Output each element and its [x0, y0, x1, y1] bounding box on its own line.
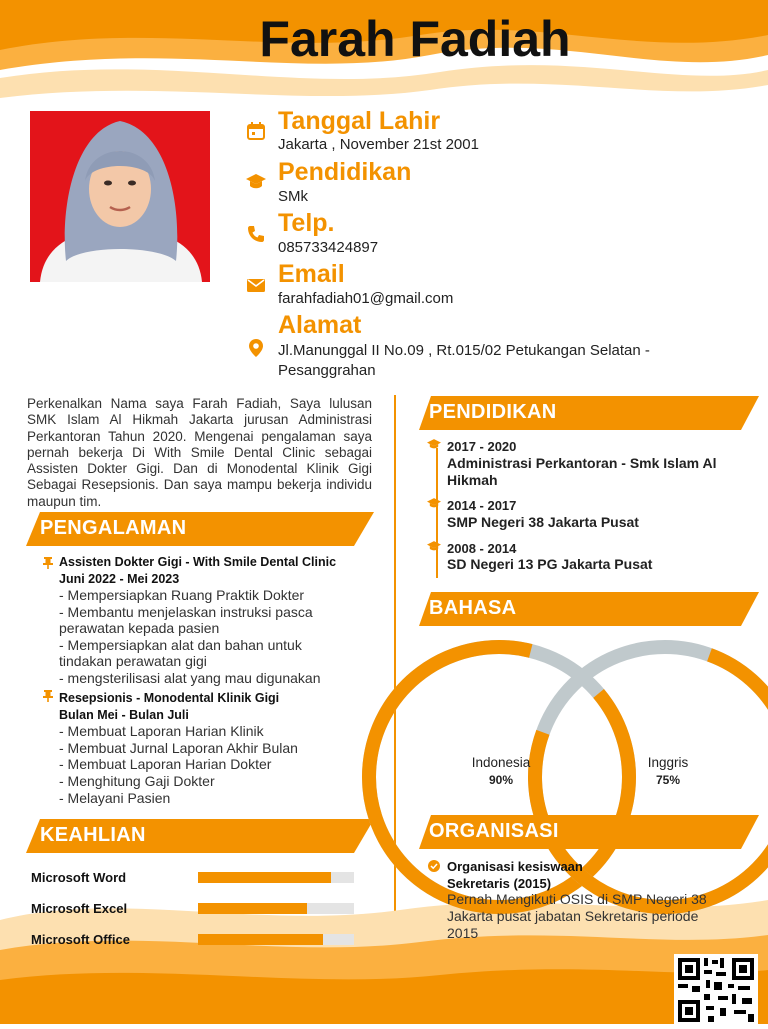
education-years: 2017 - 2020	[447, 439, 517, 454]
graduation-cap-icon	[427, 439, 441, 449]
graduation-cap-icon	[427, 498, 441, 508]
phone-value: 085733424897	[278, 239, 379, 256]
name-title: Farah Fadiah	[259, 11, 571, 67]
language-banner	[419, 592, 759, 626]
skill-bar	[198, 934, 354, 945]
education-school: SMP Negeri 38 Jakarta Pusat	[447, 514, 639, 530]
graduation-cap-icon	[246, 171, 266, 191]
phone-heading: Telp.	[278, 209, 335, 237]
job-2-title: Resepsionis - Monodental Klinik Gigi	[59, 691, 280, 705]
organization-description: Pernah Mengikuti OSIS di SMP Negeri 38	[447, 891, 707, 907]
organization-role: Sekretaris (2015)	[447, 876, 552, 891]
email-heading: Email	[278, 260, 345, 288]
graduation-cap-icon	[427, 541, 441, 551]
education-years: 2014 - 2017	[447, 498, 517, 513]
skill-bar-fill	[198, 903, 307, 914]
organization-description: 2015	[447, 925, 479, 941]
birth-value: Jakarta , November 21st 2001	[278, 136, 479, 153]
check-circle-icon	[428, 860, 440, 872]
profile-photo	[30, 111, 210, 282]
job-1-duty: perawatan kepada pasien	[59, 620, 220, 636]
job-1-duty: - Mempersiapkan Ruang Praktik Dokter	[59, 587, 305, 603]
skill-bar	[198, 903, 354, 914]
job-2-period: Bulan Mei - Bulan Juli	[59, 708, 189, 722]
language-name: Inggris	[647, 755, 689, 770]
job-2-duty: - Membuat Laporan Harian Dokter	[59, 756, 272, 772]
birth-heading: Tanggal Lahir	[278, 107, 441, 135]
address-line-2: Pesanggrahan	[278, 362, 376, 379]
skills-banner	[26, 819, 374, 853]
skill-label: Microsoft Excel	[31, 901, 128, 916]
location-pin-icon	[246, 338, 266, 358]
phone-icon	[246, 224, 266, 244]
job-1-duty: tindakan perawatan gigi	[59, 653, 207, 669]
education-timeline-line	[436, 448, 438, 578]
skill-bar	[198, 872, 354, 883]
education-years: 2008 - 2014	[447, 541, 517, 556]
education-school: Administrasi Perkantoran - Smk Islam Al	[447, 455, 717, 471]
job-2-duty: - Membuat Laporan Harian Klinik	[59, 723, 264, 739]
job-2-duty: - Melayani Pasien	[59, 790, 171, 806]
address-heading: Alamat	[278, 311, 362, 339]
pushpin-icon	[43, 690, 53, 702]
organization-description: Jakarta pusat jabatan Sekretaris periode	[447, 908, 699, 924]
job-1-duty: - Mempersiapkan alat dan bahan untuk	[59, 637, 302, 653]
organization-banner	[419, 815, 759, 849]
pushpin-icon	[43, 557, 53, 569]
language-percent: 90%	[488, 773, 514, 787]
language-percent: 75%	[655, 773, 681, 787]
job-1-duty: - Membantu menjelaskan instruksi pasca	[59, 604, 313, 620]
skills-heading: KEAHLIAN	[40, 824, 146, 846]
qr-code	[674, 954, 758, 1024]
education-school: Hikmah	[447, 472, 498, 488]
language-name: Indonesia	[471, 755, 531, 770]
skill-bar-fill	[198, 934, 323, 945]
job-1-period: Juni 2022 - Mei 2023	[59, 572, 180, 586]
skill-bar-fill	[198, 872, 331, 883]
organization-name: Organisasi kesiswaan	[447, 859, 583, 874]
job-2-duty: - Menghitung Gaji Dokter	[59, 773, 215, 789]
education-section-heading: PENDIDIKAN	[429, 401, 557, 423]
experience-banner	[26, 512, 374, 546]
job-2-duty: - Membuat Jurnal Laporan Akhir Bulan	[59, 740, 298, 756]
envelope-icon	[246, 275, 266, 295]
organization-heading: ORGANISASI	[429, 820, 559, 842]
education-value: SMk	[278, 188, 308, 205]
job-1-title: Assisten Dokter Gigi - With Smile Dental Clinic	[59, 555, 337, 569]
skill-label: Microsoft Office	[31, 932, 130, 947]
language-heading: BAHASA	[429, 597, 517, 619]
address-line-1: Jl.Manunggal II No.09 , Rt.015/02 Petukangan Selatan -	[278, 342, 650, 359]
experience-heading: PENGALAMAN	[40, 517, 187, 539]
job-1-duty: - mengsterilisasi alat yang mau digunakan	[59, 670, 321, 686]
education-school: SD Negeri 13 PG Jakarta Pusat	[447, 556, 653, 572]
education-banner	[419, 396, 759, 430]
education-heading: Pendidikan	[278, 158, 412, 186]
calendar-icon	[246, 121, 266, 141]
skill-label: Microsoft Word	[31, 870, 127, 885]
email-value: farahfadiah01@gmail.com	[278, 290, 454, 307]
intro-paragraph: Perkenalkan Nama saya Farah Fadiah, Saya lulusan SMK Islam Al Hikmah Jakarta jurusan Administrasi Perkantoran Tahun 2020. Mengenai pengalaman saya pernah bekerja Di With Smile Dental Clinic sebagai Assisten Dokter Gigi. Dan di Monodental Klinik Gigi Sebagai Resepsionis. Dan saya mampu bekerja individu maupun tim.	[27, 396, 372, 509]
